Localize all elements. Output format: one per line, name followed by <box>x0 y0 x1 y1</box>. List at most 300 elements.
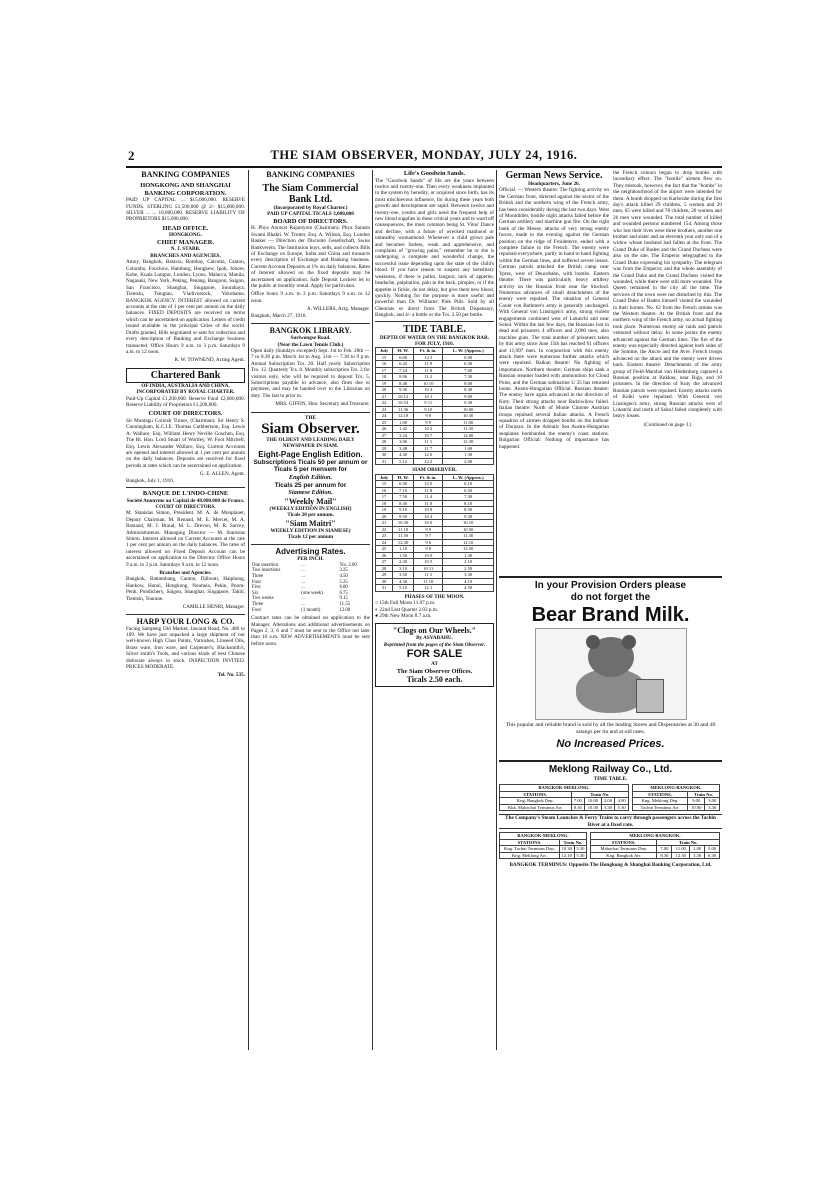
board-title: BOARD OF DIRECTORS. <box>273 217 348 225</box>
hsbc-name: HONGKONG AND SHANGHAI BANKING CORPORATION. <box>140 182 231 197</box>
tide-cell: 10 2 <box>414 426 443 433</box>
rail-time: 10.30 <box>559 846 574 853</box>
rate-cell: 6.75 <box>339 590 348 596</box>
ad-body: This popular and reliable brand is sold by all the leading Stores and Dispensaries at 30 and 40 satangs per tin and at old rates. <box>505 722 716 735</box>
tide-cell: 1.50 <box>393 552 414 559</box>
rail-time: 5.30 <box>574 846 586 853</box>
tide-cell: 12 1 <box>414 585 443 592</box>
tide-cell: 12.30 <box>443 439 494 446</box>
tide-cell: 9.50 <box>393 513 414 520</box>
rail-time: 10.00 <box>585 798 601 805</box>
section-header: BANKING COMPANIES <box>266 170 355 179</box>
tide-cell: 30 <box>376 578 393 585</box>
rate-cell: ... <box>301 601 305 607</box>
terminus-note: BANGKOK TERMINUS: Opposite The Hongkong & Shanghai Banking Corporation, Ltd. <box>509 862 712 869</box>
tide-row <box>376 458 494 465</box>
masthead <box>126 148 722 168</box>
observer-the: THE <box>251 412 370 421</box>
per-inch: PER INCH. <box>297 556 324 563</box>
rail-time: 2.00 <box>601 798 615 805</box>
chartered-bank-title: Chartered Bank <box>126 368 245 383</box>
tide-cell: 20 <box>376 387 393 394</box>
tide-cell: 4.10 <box>443 578 494 585</box>
rate-cell: Four <box>252 579 262 585</box>
rail-row: Tachin Terminus Arr. <box>633 804 688 811</box>
chief-manager-name: N. J. STABB. <box>170 246 201 253</box>
rate-cell: Five <box>252 585 261 591</box>
bear-ear <box>586 635 600 649</box>
tide-cell: 21 <box>376 393 393 400</box>
tide-cell: 10.54 <box>393 400 414 407</box>
rate-cell: ... <box>301 573 305 579</box>
tide-sub: DEPTH OF WATER ON THE BANGKOK BAR. <box>379 334 490 341</box>
tide-cell: 11 1 <box>414 439 443 446</box>
tide-cell: 12.10 <box>443 539 494 546</box>
clogs-note: Reprinted from the pages of the Siam Observer. <box>383 641 486 648</box>
tide-cell: 3.50 <box>393 572 414 579</box>
rail-row: Kng. Meklong Dep. <box>633 798 688 805</box>
section-header: BANKING COMPANIES <box>141 170 230 179</box>
indochine-sub: Société Anonyme au Capital de 48.000.000 de Francs. <box>126 497 245 504</box>
tide-header: July <box>376 348 393 355</box>
column-banking-1 <box>126 170 245 1040</box>
tide-row <box>376 585 494 592</box>
siam-bank-capital: PAID UP CAPITAL TICALS 3,000,000 <box>267 211 354 218</box>
hsbc-signature: R. W. TOWNEND, Acting Agent. <box>174 357 245 364</box>
tide-cell: 11 10 <box>414 578 443 585</box>
tide-header: Ft. & in. <box>414 348 443 355</box>
head-office-city: HONGKONG. <box>169 232 202 239</box>
rail-stations: STATIONS. <box>633 791 688 798</box>
tide-cell: 6.30 <box>393 481 414 488</box>
ferry-note: The Company's Steam Launches & Ferry Trains to carry through passengers across the Tachin River at a fixed rate. <box>499 814 722 829</box>
tide-cell: 20 <box>376 513 393 520</box>
news-text-2: the French colours began to drop bombs with incendiary effect. The "hostile" airmen flew on. They mistook, however, the fact that the "bombs" in the neighbourhood of the airport were intended for them. A bomb dropped on Karlsruhe during the first day's attack killed 29 children, 5 women and 20 men, 65 were killed and 78 children, 20 women and 26 men were wounded. The total number of killed and wounded persons numbered 154. Among those who lost their lives were three brothers, another one brother and sister and an eleventh year only son of a widow whose husband had fallen at the front. The Grand Duke of Baden and the Grand Duchess were also on the site. The Emperor telegraphed to the Grand Duke expressing his sympathy. The telegram was from the Emperor, and the whole assembly of the Grand Duke and the Grand Duchess visited the wounded, while there were still more wounded. The Queen remained in the city all the time. The services of the town were not disturbed by this. The Grand Duke of Baden himself visited the wounded in their homes. No. 62 from the French armies was the Western theatre. At the British front and the northern wing of the French army, no actual fighting took place. Numerous enemy air raids and patrols ventured without delay. In some points the enemy advanced against the German lines. The fire of the enemy was especially directed against both sides of the Somme, the Ancre and the Avre. French troops advanced on the attack and the enemy were driven back. Eastern theatre: Detachments of the army group of Field-Marshal von Hindenburg captured a Russian position at Kekkau, near Riga, and 10 prisoners. In the direction of Kuty the advanced Russian patrols were repulsed. Enemy attacks north of Kolki were repulsed. With General von Linsingen's army, strong Russian attacks west of Lokatchi and north of Sokul failed completely with heavy losses. <box>613 170 722 420</box>
tide-cell: 17 <box>376 367 393 374</box>
column-news <box>499 170 722 510</box>
news-title: German News Service. <box>505 170 603 181</box>
tide-cell: 10 1 <box>414 393 443 400</box>
tide-cell: 10.12 <box>393 393 414 400</box>
tide-cell: 11 2 <box>414 374 443 381</box>
goodwin-text: The "Goodwin Sands" of life are the years between twelve and twenty-one. Then every weakness implanted in the system by heredity, or acquired since birth, has its most mischievous influence, for during these years both growth and development are rapid. Between twelve and twenty-one, youths and girls need the frequent help of new blood supplies in these critical years and to ward off consequences, the most common being St. Vitus' Dance and decline, with a future of wrecked manhood or unhealthy womanhood. Whenever a child grows pale and becomes listless, weak and apprehensive, and complains of "growing pains," remember he or she is undergoing a complete and wonderful change, the successful issue depending upon the state of the child's blood. If you have reason to suspect any hereditary weakness, if there is pallor, languor, lack of appetite, headache, palpitation, pain in the back, pimples, or if the appetite is fickle, do not delay, but give them new blood, quickly. Nothing for the purpose is more useful and powerful than Dr. Williams' Pink Pills. Sold by all Chemists or direct from The British Dispensary, Bangkok, and 4/- a bottle or the Tcs. 2.50 per bottle. <box>375 177 494 319</box>
rates-table <box>251 563 370 613</box>
clogs-by: By ASVABAHU. <box>416 635 453 642</box>
column-banking-2 <box>251 170 370 1040</box>
tide-cell: 15 <box>376 481 393 488</box>
tide-cell: 26 <box>376 552 393 559</box>
rate-cell: ... <box>301 579 305 585</box>
rate-cell: 5.25 <box>339 579 348 585</box>
tide-cell: 11 8 <box>414 487 443 494</box>
hsbc-text: Amoy, Bangkok, Batavia, Bombay, Calcutta, Canton, Colombo, Foochow, Hamburg, Hongkew, Ipoh, Johore, Kobe, Kuala Lumpur, London, Lyons, Malacca, Manila, Nagasaki, New York, Peking, Penang, Rangoon, Saigon, San Francisco, Shanghai, Singapore, Sourabaya, Tientsin, Tsingtau, Vladivostock, Yokohama. BANGKOK AGENCY. INTEREST allowed on current accounts at the rate of 1 per cent per annum on the daily balances. FIXED DEPOSITS are received on terms which can be ascertained on application. Letters of credit issued available in the principal Cities of the world. Drafts granted, Bills negotiated or sent for collection and every description of Banking and Exchange business transacted. Office Hours 9 a.m. to 3 p.m. Saturdays 9 a.m. to 12 noon. <box>126 259 245 355</box>
tide-cell: 7.30 <box>443 374 494 381</box>
tide-cell: 12.30 <box>393 539 414 546</box>
rail-stations: STATIONS. <box>591 839 657 846</box>
rail-stations: STATIONS. <box>500 791 572 798</box>
tide-cell: 9.30 <box>443 513 494 520</box>
rail-time: 6.30 <box>705 852 720 859</box>
tide-cell: 10 7 <box>414 432 443 439</box>
tide-cell: 8.06 <box>393 374 414 381</box>
rail-time: 12.30 <box>672 852 690 859</box>
rail-row: Kng. Bangkok Dep. <box>500 798 572 805</box>
bear-brand-ad <box>499 576 722 758</box>
tide-cell: 8.00 <box>443 380 494 387</box>
timetable-label: TIME TABLE. <box>593 776 628 782</box>
tide-cell: 9.00 <box>443 393 494 400</box>
ad-brand: Bear Brand Milk. <box>531 604 690 626</box>
tide-cell: 7.24 <box>393 367 414 374</box>
tide-cell: 11.50 <box>393 533 414 540</box>
railway-title: Meklong Railway Co., Ltd. <box>548 764 673 775</box>
library-road: Suriwongse Road. <box>290 335 331 342</box>
tide-cell: 11 8 <box>414 367 443 374</box>
column-rule <box>372 170 373 1050</box>
tide-cell: 9 9 <box>414 419 443 426</box>
tide-cell: 11 9 <box>414 361 443 368</box>
library-title: BANGKOK LIBRARY. <box>251 323 370 335</box>
rate-cell: Three <box>252 601 264 607</box>
tide-cell: 4.30 <box>393 452 414 459</box>
tide-cell: 6.00 <box>443 354 494 361</box>
library-sub: (Near the Lawn Tennis Club.) <box>277 341 344 348</box>
tide-cell: 9 9 <box>414 526 443 533</box>
column-rule <box>496 170 497 1050</box>
tide-cell: 15 <box>376 354 393 361</box>
tide-cell: 6.30 <box>443 361 494 368</box>
rail-row: Kng. Tachin Terminus Dep. <box>500 846 560 853</box>
tide-cell: 1.42 <box>393 426 414 433</box>
eight-page-edition: Eight-Page English Edition. <box>258 449 363 459</box>
tide-cell: 11.10 <box>393 526 414 533</box>
library-signature: MRS. GIFFIN, Hon. Secretary and Treasurer. <box>275 401 370 408</box>
tide-cell: 11 7 <box>414 445 443 452</box>
rail-time: 10.00 <box>688 804 705 811</box>
rail-table-1a <box>499 784 629 811</box>
indochine-branches: Branches and Agencies. <box>159 570 212 577</box>
tide-cell: 9 10 <box>414 406 443 413</box>
tide-title: TIDE TABLE. <box>375 321 494 335</box>
rail-table-1b <box>632 784 720 811</box>
tide-cell: 29 <box>376 572 393 579</box>
news-text-1: Official. — Western theatre: The fighting activity on the German front, directed against the sector of the British and the northern wing of the French army, has been considerably during the last two days. West of Montdidier, hostile night attacks failed before the German artillery and machine gun fire. On the right bank of the Meuse, attacks of very strong enemy forces, made in the evening against the German position on the ridge of Froideterre, ended with a complete failure to the French. The enemy were repulsed everywhere, partly in hand to hand fighting within the German lines, and suffered severe losses. German patrols attacked the British camp near Ypres, west of Deucebahn, with bombs. Eastern theatre: There was particularly heavy artillery activity on the Russian front near the Stochod. Numerous advances of small detachments of the enemy were repulsed. The situation of General Count von Bothmer's army is generally unchanged. With General von Linsingen's army, strong violent engagements continued west of Lokatchi and near Sokul. Within the last few days, the Russians lost in dead and prisoners 4 officers and 2,000 men, also machine guns. The total number of prisoners taken by this army since June 15th has reached 61 officers and 11,097 men. In conjunction with this enemy attack there were numerous further attacks which were repulsed. Balkan theatre: No fighting of importance. Northern theatre: German ships sank a Russian steamer loaded with ammunition for Cloud Point, and the German submarine U 35 has returned home. Austro-Hungarian Official. Russian theatre: The enemy have again advanced in the direction of Kuty. Their strong attacks near Radziwilow failed. Italian theatre: North of Monte Cimone Austrian troops repulsed several Italian attacks. A French squadron of airmen dropped bombs on the harbour of Durazzo. In the Adriatic Sea Austro-Hungarian seaplanes bombarded the enemy's coast stations. Bulgarian Official: Nothing of importance has happened. <box>499 187 609 450</box>
tide-cell: 1.00 <box>393 419 414 426</box>
tide-cell: 12 2 <box>414 458 443 465</box>
rail-time: 3.30 <box>601 804 615 811</box>
advertising-rates-title: Advertising Rates. <box>251 544 370 556</box>
tide-cell: 6.10 <box>443 481 494 488</box>
tide-cell: 12.18 <box>393 413 414 420</box>
rate-cell: Two insertions <box>252 568 281 574</box>
tide-cell: 7.30 <box>443 494 494 501</box>
indochine-signature: CAMILLE HENRI, Manager. <box>182 604 245 611</box>
rail-stations: STATIONS. <box>500 839 560 846</box>
goodwin-title: Life's Goodwin Sands. <box>403 170 466 177</box>
rail-time: 4.00 <box>615 798 629 805</box>
harp-title: HARP YOUR LONG & CO. <box>126 614 245 626</box>
rate-cell: Two weeks <box>252 596 274 602</box>
tide-cell: 24 <box>376 413 393 420</box>
observer-offices: The Siam Observer Offices. <box>396 667 473 675</box>
rate-cell: ... <box>301 568 305 574</box>
tide-cell: 31 <box>376 458 393 465</box>
bear-illustration <box>535 628 687 720</box>
tide-cell: 11.30 <box>443 533 494 540</box>
branches-label: BRANCHES AND AGENCIES. <box>150 252 221 259</box>
tide-cell: 7.50 <box>393 494 414 501</box>
clogs-price: Ticals 2.50 each. <box>406 675 463 685</box>
contract-text: Contract rates can be obtained on application to the Manager. Alterations and additional advertisements on Pages 2, 3, 6 and 7 must be sent to the Office not later than 10 a.m. NEW ADVERTISEMENTS must be sent before noon. <box>251 615 370 647</box>
tide-header: Ft. & in. <box>414 474 443 481</box>
moon-phase: ● 29th New Moon 8.7 a.m. <box>375 612 432 619</box>
tide-cell: 1.30 <box>443 452 494 459</box>
tide-cell: 10 11 <box>414 565 443 572</box>
tide-header: H. W. <box>393 474 414 481</box>
tide-cell: 3.06 <box>393 439 414 446</box>
rail-time: 3.30 <box>705 804 720 811</box>
tide-cell: 16 <box>376 487 393 494</box>
indochine-list: Bangkok, Battambang, Canton, Djibouti, Haiphong, Hankow, Hanoi, Hongkong, Nouméa, Pekin, Pnom-Penh, Pondichery, Saigon, Shanghai, Singapore, Tahiti, Tientsin, Tourane. <box>126 576 245 602</box>
harp-tel: Tel. No. 535. <box>217 672 245 679</box>
tide-cell: 9.30 <box>393 387 414 394</box>
news-dateline: Headquarters, June 26. <box>528 181 580 187</box>
tide-table-pm <box>375 474 494 592</box>
tide-cell: 12.00 <box>443 432 494 439</box>
subscriptions: Subscriptions Ticals 50 per annum or Ticals 5 per mensem for <box>253 458 368 474</box>
siam-bank-date: Bangkok, March 27, 1916. <box>251 312 307 319</box>
news-continued: (Continued on page 3.) <box>643 421 692 428</box>
harp-text: Facing Sampeng Old Market, Jawarat Road, No. 486 to 189. We have just unpacked a large shipment of our well-known High Class Paints, Varnishes, Linseed Oils, Brass ware, Iron ware, and Carpenter's, Blacksmith's, Silver smith's Tools, and various kinds of best Chinese dishware always in stock. INSPECTION INVITED. PRICES MODERATE. <box>126 625 245 670</box>
tide-cell: 26 <box>376 426 393 433</box>
tide-cell: 25 <box>376 419 393 426</box>
tide-cell: 3.30 <box>443 572 494 579</box>
tide-cell: 4.30 <box>393 578 414 585</box>
tide-cell: 2.50 <box>443 565 494 572</box>
tide-cell: 5.12 <box>393 458 414 465</box>
tide-cell: 27 <box>376 559 393 566</box>
rail-time: 7.00 <box>657 846 672 853</box>
rail-table-2a <box>499 832 587 859</box>
rail-time: 3.00 <box>705 798 720 805</box>
tide-header: July <box>376 474 393 481</box>
tide-cell: 10 4 <box>414 513 443 520</box>
milk-can <box>636 679 664 713</box>
rail-dir: MEKLONG-BANGKOK. <box>591 833 720 840</box>
tide-cell: 27 <box>376 432 393 439</box>
rail-train-no: Train No. <box>688 791 720 798</box>
tide-cell: 10.10 <box>443 520 494 527</box>
tide-header: H. W. <box>393 348 414 355</box>
court-text: Sir Montagu Cornish Turner, (Chairman). Sir Henry S. Cunningham, K.C.I.E. Thomas Cuthbertson, Esq. Lewis A. Wallace, Esq. William Henry Neville Goschen, Esq. The Rt. Hon. Lord Stuart of Wortley. W. Foot Mitchell, Esq. Lewis Alexander Wallace, Esq. Current Accounts are opened and interest allowed at 1 per cent per annum on the daily balances. Deposits are received for fixed periods at rates which can be ascertained on application. <box>126 417 245 469</box>
rate-cell: Tcs. 2.00 <box>339 562 357 568</box>
tide-cell: 31 <box>376 585 393 592</box>
tide-header: L. W. (Approx.) <box>443 474 494 481</box>
observer-title: Siam Observer. <box>261 420 360 437</box>
rail-train-no: Train No. <box>559 839 586 846</box>
rate-cell: Four <box>252 607 262 613</box>
rail-time: 12.10 <box>559 852 574 859</box>
tide-cell: 28 <box>376 439 393 446</box>
tide-cell: 2.24 <box>393 432 414 439</box>
indochine-text: M. Stanislas Simon, Président. M. A. de Monplanet, Deputy Chairman. M. Renaud, M. E. Mercet, M. A. Rostand, M. J. Braud, M. L. Drevon, M. R. Sarcey, Administrateurs. Managing Director — M. Stanislas Simon. Interest allowed on Current Accounts at the rate 1 per cent per annum on the daily balances. The rates of interest allowed on Fixed Deposit Account can be ascertained on application to the Director. Office Hours 9 a.m. to 3 p.m. Saturdays 9 a.m. to 12 noon. <box>126 510 245 568</box>
ad-line-1: In your Provision Orders please <box>534 580 687 591</box>
tide-cell: 24 <box>376 539 393 546</box>
tide-cell: 8.30 <box>443 387 494 394</box>
phases-list <box>375 600 494 619</box>
siam-maitri: "Siam Maitri" <box>285 518 336 528</box>
column-rule <box>248 170 249 1050</box>
weekly-mail: "Weekly Mail" <box>284 496 337 506</box>
indochine-court: COURT OF DIRECTORS. <box>155 504 216 510</box>
tide-cell: 11.00 <box>443 419 494 426</box>
news-right <box>613 170 722 452</box>
tide-cell: 10.50 <box>443 526 494 533</box>
tide-cell: 1.30 <box>443 552 494 559</box>
rate-cell: ... <box>301 596 305 602</box>
tide-cell: 18 <box>376 500 393 507</box>
tide-cell: 9 11 <box>414 400 443 407</box>
tide-cell: 12 0 <box>414 452 443 459</box>
rate-cell: 11.55 <box>339 601 351 607</box>
ticals-25: Ticals 25 per annum for <box>274 481 347 489</box>
tide-cell: 2.00 <box>443 458 494 465</box>
news-left <box>499 170 609 452</box>
rail-time: 11.00 <box>672 846 690 853</box>
rate-cell: 3.25 <box>339 568 348 574</box>
rail-dir: MEKLONG-BANGKOK. <box>633 785 720 792</box>
rail-time: 5.00 <box>705 846 720 853</box>
tide-cell: 6.50 <box>443 487 494 494</box>
rail-time: 9.00 <box>688 798 705 805</box>
chartered-inc: INCORPORATED BY ROYAL CHARTER. <box>136 389 235 396</box>
tide-cell: 7.00 <box>443 367 494 374</box>
tide-cell: 7.10 <box>393 487 414 494</box>
rate-cell: (one week) <box>301 590 323 596</box>
ad-line-2: do not forget the <box>570 592 651 603</box>
siam-bank-name: The Siam Commercial Bank Ltd. <box>262 183 359 205</box>
tide-cell: 16 <box>376 361 393 368</box>
office-hours: Office hours 9 a.m. to 3 p.m. Saturdays 9 a.m. to 12 noon. <box>251 291 370 304</box>
tide-cell: 10 10 <box>414 380 443 387</box>
tide-cell: 10.00 <box>443 406 494 413</box>
rate-cell: 9.15 <box>339 596 348 602</box>
rate-row <box>251 608 370 614</box>
page-number: 2 <box>128 148 135 163</box>
tide-cell: 9.30 <box>443 400 494 407</box>
rail-table-2b <box>590 832 720 859</box>
tide-cell: 6.42 <box>393 361 414 368</box>
tide-cell: 17 <box>376 494 393 501</box>
tide-cell: 19 <box>376 507 393 514</box>
clogs-title: "Clogs on Our Wheels." <box>392 626 477 636</box>
rail-time: 8.30 <box>571 804 585 811</box>
tide-header: L. W. (Approx.) <box>443 348 494 355</box>
tide-cell: 22 <box>376 400 393 407</box>
rail-row: Kkk. Mahachai Terminus Arr. <box>500 804 572 811</box>
tide-cell: 12.50 <box>443 546 494 553</box>
tide-cell: 21 <box>376 520 393 527</box>
rate-cell: One insertion <box>252 562 278 568</box>
tide-cell: 4.50 <box>443 585 494 592</box>
chartered-capital: Paid-Up Capital £1,200,000. Reserve Fund £2,000,000. Reserve Liability of Proprietors £1,200,000. <box>126 395 245 408</box>
rail-time: 3.30 <box>690 852 705 859</box>
rail-time: 8.30 <box>657 852 672 859</box>
masthead-title: THE SIAM OBSERVER, MONDAY, JULY 24, 1916. <box>270 148 578 162</box>
tide-cell: 9.10 <box>393 507 414 514</box>
tide-cell: 12 0 <box>414 481 443 488</box>
tide-cell: 23 <box>376 533 393 540</box>
siam-bank-signature: A. WILLERS, Actg. Manager. <box>306 306 370 313</box>
tide-cell: 11 5 <box>414 572 443 579</box>
tide-month: FOR JULY, 1916. <box>414 340 455 347</box>
maitri-price: Ticals 12 per annum <box>287 533 334 540</box>
board-text: H. Phya Anuwat Rajaniyom (Chairman). Phya Sarasin Swami Bhakti. W. Trotter, Esq. A. Wilson, Esq. London Banker — Direction der Disconto Gesellschaft, Swiss Bankverein. The Institution buys, sells, and collects Bills of Exchange on Europe, India and China and transacts every description of Exchange and Banking business. Current Account Deposits at 1% on daily balances. Rates of Interest allowed on the fixed deposits may be ascertained on application. Safe Deposit Lockers let to the public at monthly rental. Apply for particulars. <box>251 225 370 290</box>
tide-cell: 1.00 <box>443 445 494 452</box>
siamese-edition: Siamese Edition. <box>288 489 333 497</box>
rail-row: Kng. Bangkok Arr. <box>591 852 657 859</box>
tide-cell: 28 <box>376 565 393 572</box>
tide-cell: 10.30 <box>443 413 494 420</box>
rail-train-no: Train No. <box>571 791 628 798</box>
rail-time: 10.30 <box>585 804 601 811</box>
tide-cell: 18 <box>376 374 393 381</box>
tide-cell: 2.10 <box>443 559 494 566</box>
rail-row: Mahachai Terminus Dep. <box>591 846 657 853</box>
observer-mini: SIAM OBSERVER. <box>412 467 457 474</box>
chartered-date: Bangkok, July 1, 1916. <box>126 477 175 484</box>
rate-cell: (1 month) <box>301 607 321 613</box>
rate-cell: Six <box>252 590 259 596</box>
rail-row: Kng. Meklong Arr. <box>500 852 560 859</box>
tide-cell: 10.30 <box>393 520 414 527</box>
tide-cell: 11.30 <box>443 426 494 433</box>
rate-cell: Three <box>252 573 264 579</box>
moon-phase: ◐ 22nd Last Quarter 2.03 p.m. <box>375 606 439 613</box>
tide-cell: 11 4 <box>414 494 443 501</box>
tide-cell: 11.36 <box>393 406 414 413</box>
tide-cell: 29 <box>376 445 393 452</box>
for-sale-at: AT <box>431 661 438 668</box>
tide-cell: 10 0 <box>414 552 443 559</box>
maitri-sub: WEEKLY EDITION IN SIAMESE) <box>270 527 351 534</box>
rate-cell: 4.50 <box>339 573 348 579</box>
railway-timetable <box>499 760 722 1002</box>
tide-cell: 8.48 <box>393 380 414 387</box>
tide-cell: 25 <box>376 546 393 553</box>
bear-ear <box>622 635 636 649</box>
tide-table-am <box>375 347 494 465</box>
weekly-sub: (WEEKLY EDITION IN ENGLISH) <box>269 505 352 512</box>
tide-cell: 2.30 <box>393 559 414 566</box>
chief-manager-label: CHIEF MANAGER. <box>157 238 214 246</box>
library-text: Open daily (Sundays excepted) Sept. 1st to Feb. 28th — 7 to 8.30 p.m. March 1st to Aug. 31st — 7.30 to 9 p.m. Annual Subscription Tcs. 20. Half yearly Subscription Tcs. 12. Quarterly Tcs. 8. Monthly subscription Tcs. 3 for visitors only, who will be required to deposit Tcs. 5. Subscriptions payable in advance, also fines due to payment, and may be handed over to the Librarian on duty. The last to prior to. <box>251 347 370 399</box>
tide-cell: 9 8 <box>414 413 443 420</box>
rate-cell: 12.00 <box>339 607 351 613</box>
tide-cell: 22 <box>376 526 393 533</box>
tide-cell: 3.10 <box>393 565 414 572</box>
tide-cell: 10 5 <box>414 559 443 566</box>
head-office-label: HEAD OFFICE. <box>162 224 209 232</box>
tide-cell: 9 6 <box>414 539 443 546</box>
tide-cell: 11 0 <box>414 500 443 507</box>
tide-cell: 8.10 <box>443 500 494 507</box>
tide-cell: 10 0 <box>414 520 443 527</box>
rail-time: 7.00 <box>571 798 585 805</box>
tide-cell: 10 8 <box>414 507 443 514</box>
tide-cell: 19 <box>376 380 393 387</box>
rail-train-no: Train No. <box>657 839 720 846</box>
